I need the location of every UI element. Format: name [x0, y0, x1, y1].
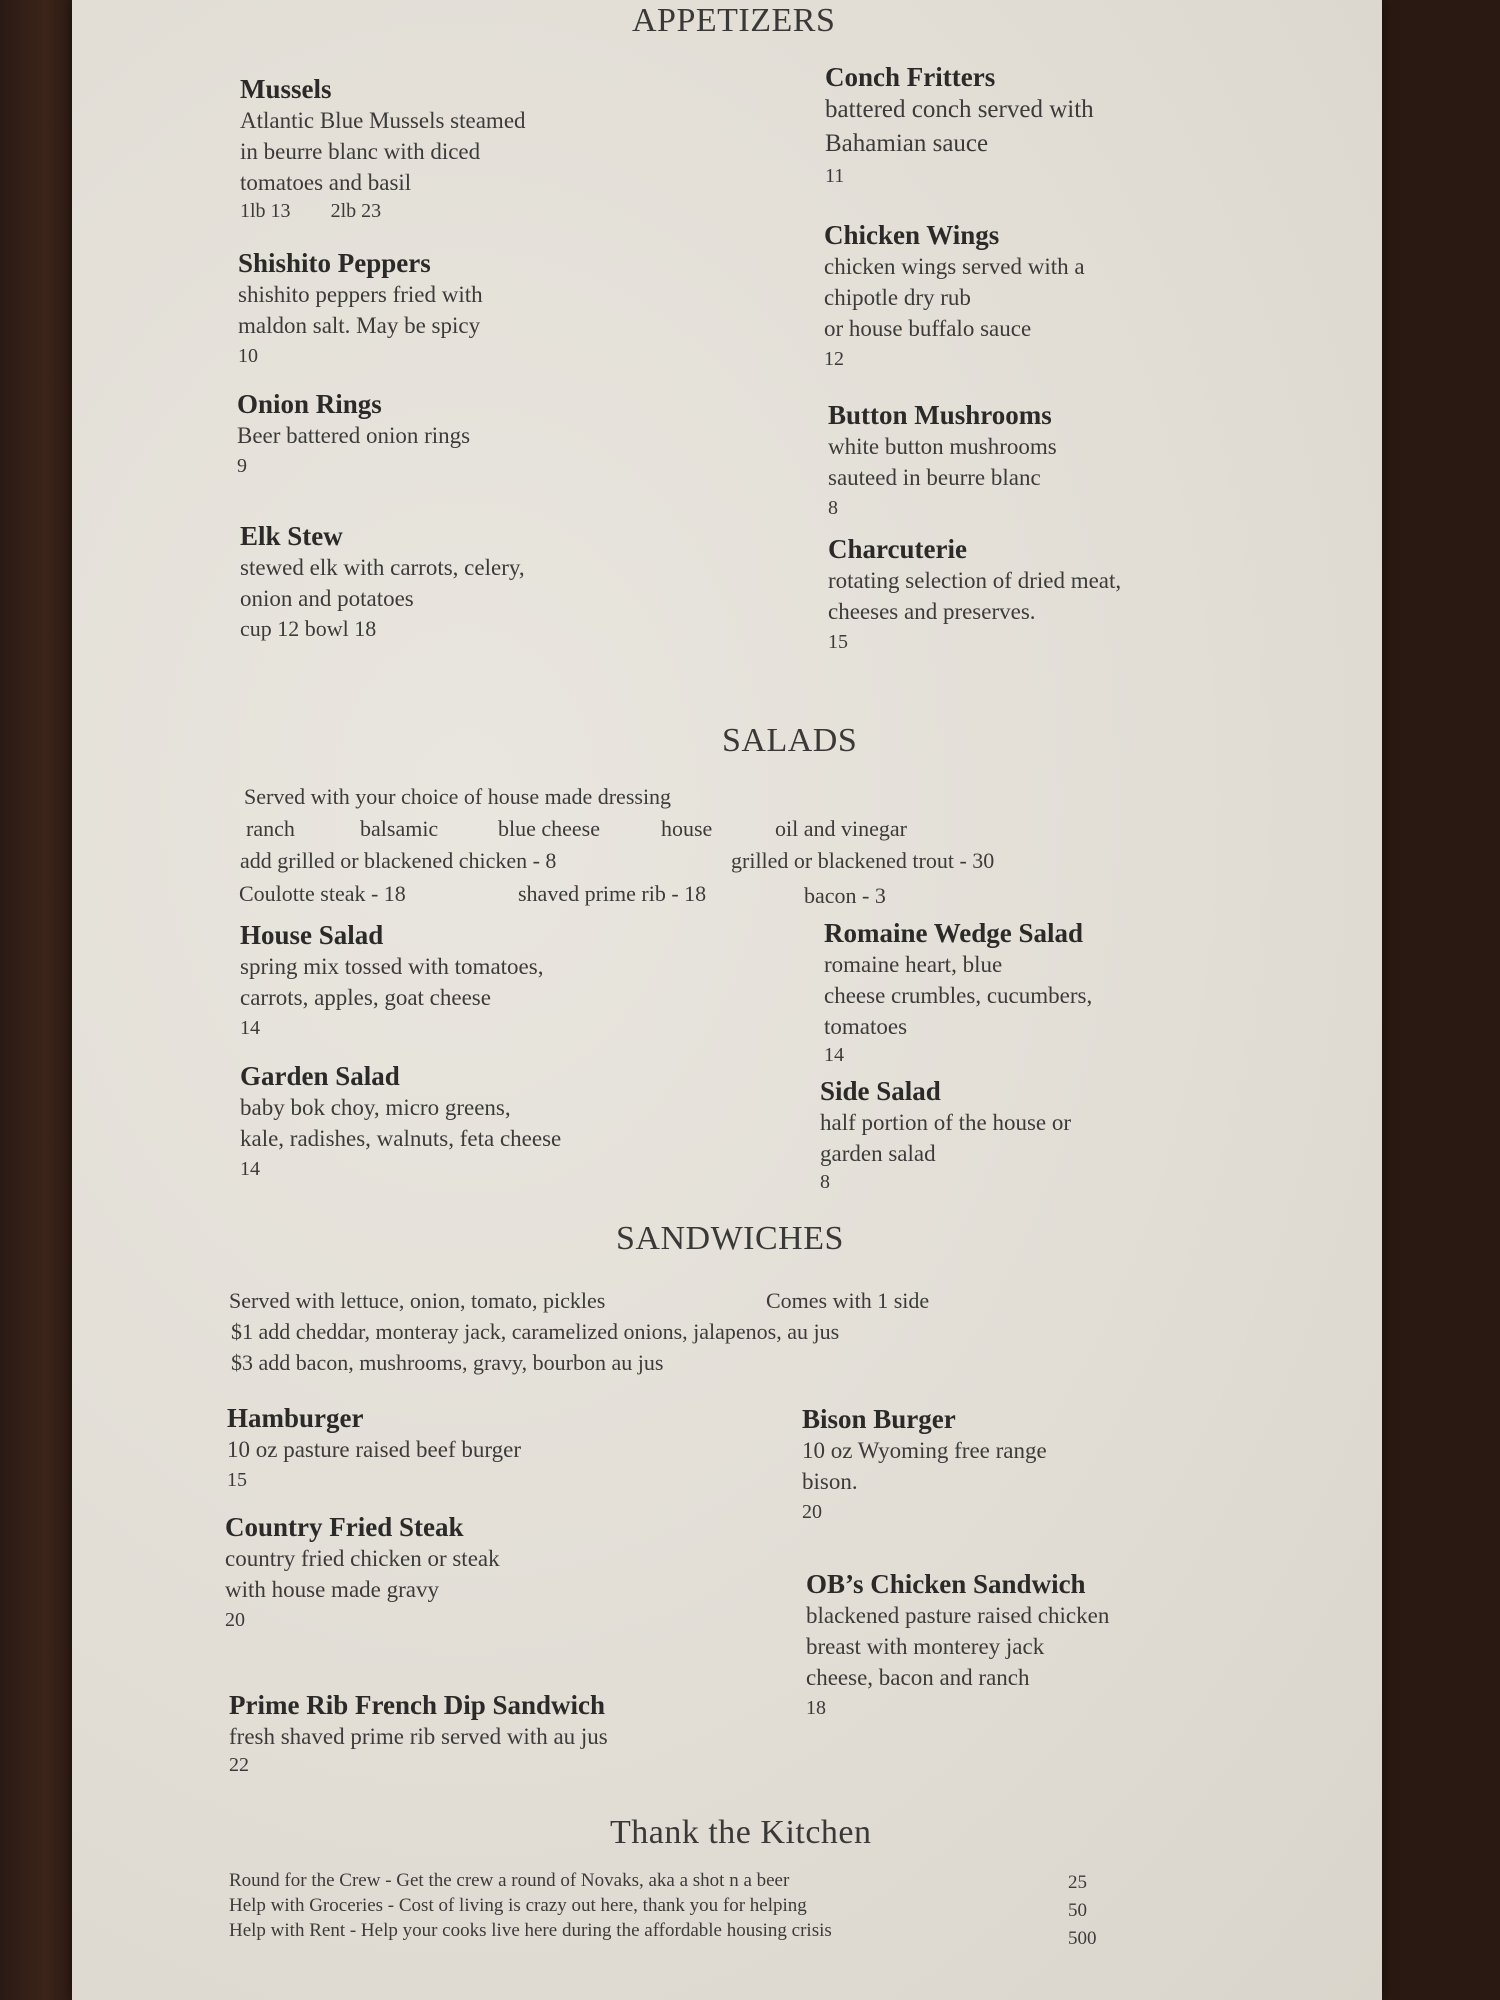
menu-item-garden-salad [240, 1061, 561, 1181]
item-price: 8 [820, 1171, 830, 1193]
thank-item-round-price: 25 [1068, 1872, 1087, 1893]
item-name: Hamburger [227, 1403, 364, 1433]
salads-heading: SALADS [722, 722, 858, 759]
menu-item-button-mushrooms [828, 400, 1057, 520]
item-name: Elk Stew [240, 521, 343, 551]
sandwiches-intro: Served with lettuce, onion, tomato, pickles [229, 1288, 606, 1313]
item-price: 14 [240, 1158, 260, 1180]
menu-item-hamburger [227, 1403, 521, 1492]
item-name: Chicken Wings [824, 220, 1000, 250]
item-desc: Beer battered onion rings [237, 423, 471, 448]
menu-item-conch-fritters [825, 62, 1094, 188]
item-price: 1lb 13 2lb 23 [240, 200, 382, 222]
item-desc: rotating selection of dried meat, cheeses and preserves. [828, 568, 1122, 624]
dressing-oil-vinegar: oil and vinegar [775, 816, 907, 841]
thank-item-groceries-price: 50 [1068, 1900, 1087, 1921]
item-desc: baby bok choy, micro greens, kale, radishes, walnuts, feta cheese [240, 1095, 562, 1151]
menu-item-mussels [240, 74, 526, 223]
item-price: 10 [238, 345, 258, 367]
item-name: Button Mushrooms [828, 400, 1052, 430]
menu-item-shishito [238, 248, 483, 368]
item-price: 8 [828, 497, 838, 519]
menu-item-chicken-wings [824, 220, 1085, 371]
item-desc: stewed elk with carrots, celery, onion and potatoes [240, 555, 525, 611]
item-name: Side Salad [820, 1076, 941, 1106]
menu-item-country-fried-steak [225, 1512, 500, 1632]
addon-bacon: bacon - 3 [804, 883, 886, 908]
item-name: Onion Rings [237, 389, 382, 419]
sandwiches-side-note: Comes with 1 side [766, 1288, 930, 1313]
addon-prime-rib: shaved prime rib - 18 [518, 881, 707, 906]
item-price: 14 [824, 1044, 844, 1066]
item-name: Bison Burger [802, 1404, 956, 1434]
item-name: Shishito Peppers [238, 248, 431, 278]
item-desc: fresh shaved prime rib served with au jus [229, 1724, 608, 1749]
item-price: 14 [240, 1017, 260, 1039]
menu-item-elk-stew [240, 521, 525, 642]
thank-item-rent: Help with Rent - Help your cooks live here during the affordable housing crisis [229, 1920, 832, 1941]
menu-item-prime-rib-french-dip [229, 1690, 608, 1777]
thank-kitchen-heading: Thank the Kitchen [610, 1814, 872, 1851]
thank-item-groceries: Help with Groceries - Cost of living is crazy out here, thank you for helping [229, 1895, 807, 1916]
menu-item-side-salad [820, 1076, 1071, 1194]
item-desc: Atlantic Blue Mussels steamed in beurre blanc with diced tomatoes and basil [240, 108, 526, 195]
thank-item-round: Round for the Crew - Get the crew a round of Novaks, aka a shot n a beer [229, 1870, 790, 1891]
salads-intro: Served with your choice of house made dressing [244, 784, 672, 809]
item-desc: white button mushrooms sauteed in beurre blanc [828, 434, 1057, 490]
item-desc: chicken wings served with a chipotle dry rub or house buffalo sauce [824, 254, 1085, 341]
dressing-blue-cheese: blue cheese [498, 816, 600, 841]
item-name: Country Fried Steak [225, 1512, 464, 1542]
menu-item-charcuterie [828, 534, 1121, 654]
item-price: 22 [229, 1754, 249, 1776]
item-desc: 10 oz Wyoming free range bison. [802, 1438, 1047, 1494]
item-desc: 10 oz pasture raised beef burger [227, 1437, 521, 1462]
item-desc: battered conch served with Bahamian sauce [825, 96, 1094, 157]
menu-item-onion-rings [237, 389, 470, 478]
item-name: OB’s Chicken Sandwich [806, 1569, 1086, 1599]
addon-coulotte: Coulotte steak - 18 [239, 881, 406, 906]
sandwiches-addons-3: $3 add bacon, mushrooms, gravy, bourbon au jus [231, 1350, 664, 1375]
item-desc: romaine heart, blue cheese crumbles, cucumbers, tomatoes [824, 952, 1093, 1039]
addon-trout: grilled or blackened trout - 30 [731, 848, 995, 873]
menu-item-house-salad [240, 920, 543, 1040]
item-name: Charcuterie [828, 534, 967, 564]
item-desc: half portion of the house or garden salad [820, 1110, 1072, 1166]
menu-item-romaine-wedge [824, 918, 1092, 1067]
item-price: 15 [227, 1469, 247, 1491]
item-price: 12 [824, 348, 844, 370]
item-price: cup 12 bowl 18 [240, 616, 377, 641]
item-name: Conch Fritters [825, 62, 996, 92]
thank-item-rent-price: 500 [1068, 1928, 1097, 1949]
item-name: Garden Salad [240, 1061, 400, 1091]
item-price: 18 [806, 1697, 826, 1719]
item-name: Prime Rib French Dip Sandwich [229, 1690, 606, 1720]
menu-item-bison-burger [802, 1404, 1047, 1524]
appetizers-heading: APPETIZERS [632, 2, 836, 39]
menu-item-obs-chicken-sandwich [806, 1569, 1109, 1720]
dressing-house: house [661, 816, 713, 841]
item-desc: country fried chicken or steak with house made gravy [225, 1546, 500, 1602]
item-desc: blackened pasture raised chicken breast with monterey jack cheese, bacon and ranch [806, 1603, 1110, 1690]
sandwiches-addons-1: $1 add cheddar, monteray jack, caramelized onions, jalapenos, au jus [231, 1319, 840, 1344]
item-price: 20 [225, 1609, 245, 1631]
addon-chicken: add grilled or blackened chicken - 8 [240, 848, 557, 873]
item-name: Romaine Wedge Salad [824, 918, 1084, 948]
item-price: 11 [825, 165, 845, 187]
dressing-balsamic: balsamic [360, 816, 439, 841]
dressing-ranch: ranch [246, 816, 295, 841]
item-name: House Salad [240, 920, 384, 950]
item-price: 15 [828, 631, 848, 653]
item-price: 9 [237, 455, 247, 477]
item-desc: shishito peppers fried with maldon salt. May be spicy [238, 282, 483, 338]
item-desc: spring mix tossed with tomatoes, carrots, apples, goat cheese [240, 954, 544, 1010]
sandwiches-heading: SANDWICHES [616, 1220, 844, 1257]
item-name: Mussels [240, 74, 332, 104]
item-price: 20 [802, 1501, 822, 1523]
